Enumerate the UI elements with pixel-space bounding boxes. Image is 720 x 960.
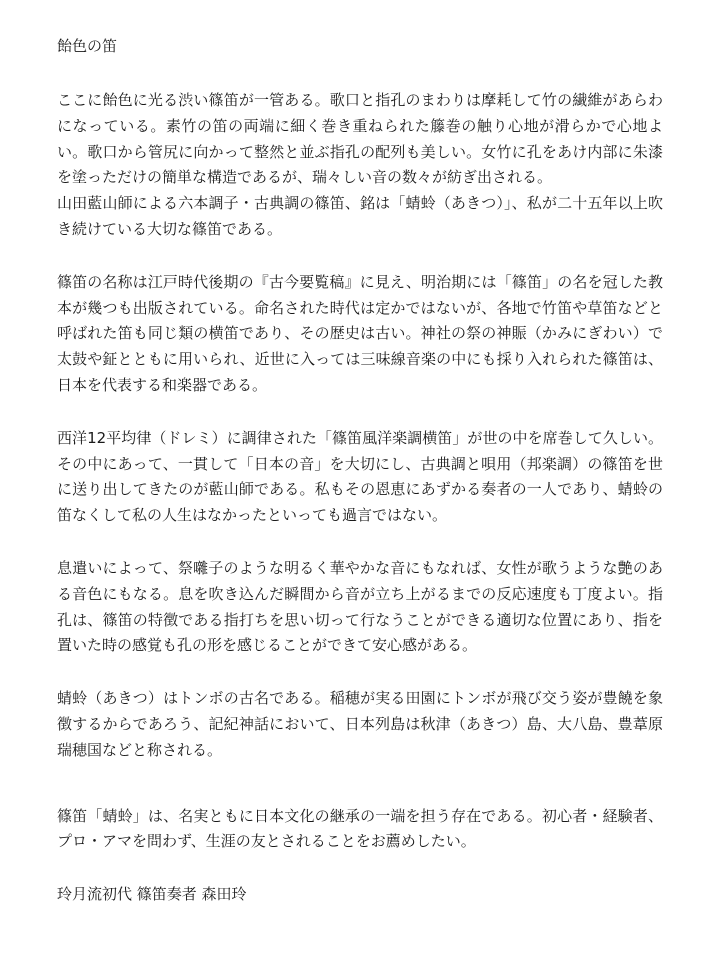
paragraph-5: 蜻蛉（あきつ）はトンボの古名である。稲穂が実る田園にトンボが飛び交う姿が豊饒を象徴するからであろう、記紀神話において、日本列島は秋津（あきつ）島、大八島、豊葦原瑞穂国などと称される。 bbox=[57, 689, 663, 759]
author-signature: 玲月流初代 篠笛奏者 森田玲 bbox=[57, 885, 247, 904]
paragraph-2: 篠笛の名称は江戸時代後期の『古今要覧稿』に見え、明治期には「篠笛」の名を冠した教本が幾つも出版されている。命名された時代は定かではないが、各地で竹笛や草笛などと呼ばれた笛も同じ類の横笛であり、その歴史は古い。神社の祭の神賑（かみにぎわい）で太鼓や鉦とともに用いられ、近世に入っては三味線音楽の中にも採り入れられた篠笛は、日本を代表する和楽器である。 bbox=[57, 272, 663, 394]
document-body bbox=[57, 34, 663, 907]
paragraph-6: 篠笛「蜻蛉」は、名実ともに日本文化の継承の一端を担う存在である。初心者・経験者、プロ・アマを問わず、生涯の友とされることをお薦めしたい。 bbox=[57, 806, 663, 851]
paragraph-3: 西洋12平均律（ドレミ）に調律された「篠笛風洋楽調横笛」が世の中を席巻して久しい。その中にあって、一貫して「日本の音」を大切にし、古典調と唄用（邦楽調）の篠笛を世に送り出してきたのが藍山師である。私もその恩恵にあずかる奏者の一人であり、蜻蛉の笛なくして私の人生はなかったといっても過言ではない。 bbox=[57, 428, 663, 525]
paragraph-1: ここに飴色に光る渋い篠笛が一管ある。歌口と指孔のまわりは摩耗して竹の繊維があらわになっている。素竹の笛の両端に細く巻き重ねられた籐巻の触り心地が滑らかで心地よい。歌口から管尻に向かって整然と並ぶ指孔の配列も美しい。女竹に孔をあけ内部に朱漆を塗っただけの簡単な構造であるが、瑞々しい音の数々が紡ぎ出される。 山田藍山師による六本調子・古典調の篠笛、銘は「蜻蛉（あきつ）」、私が二十五年以上吹き続けている大切な篠笛である。 bbox=[57, 91, 663, 238]
document-title: 飴色の笛 bbox=[57, 37, 118, 55]
paragraph-4: 息遣いによって、祭囃子のような明るく華やかな音にもなれば、女性が歌うような艶のある音色にもなる。息を吹き込んだ瞬間から音が立ち上がるまでの反応速度も丁度よい。指孔は、篠笛の特徴である指打ちを思い切って行なうことができる適切な位置にあり、指を置いた時の感覚も孔の形を感じることができて安心感がある。 bbox=[57, 558, 663, 655]
